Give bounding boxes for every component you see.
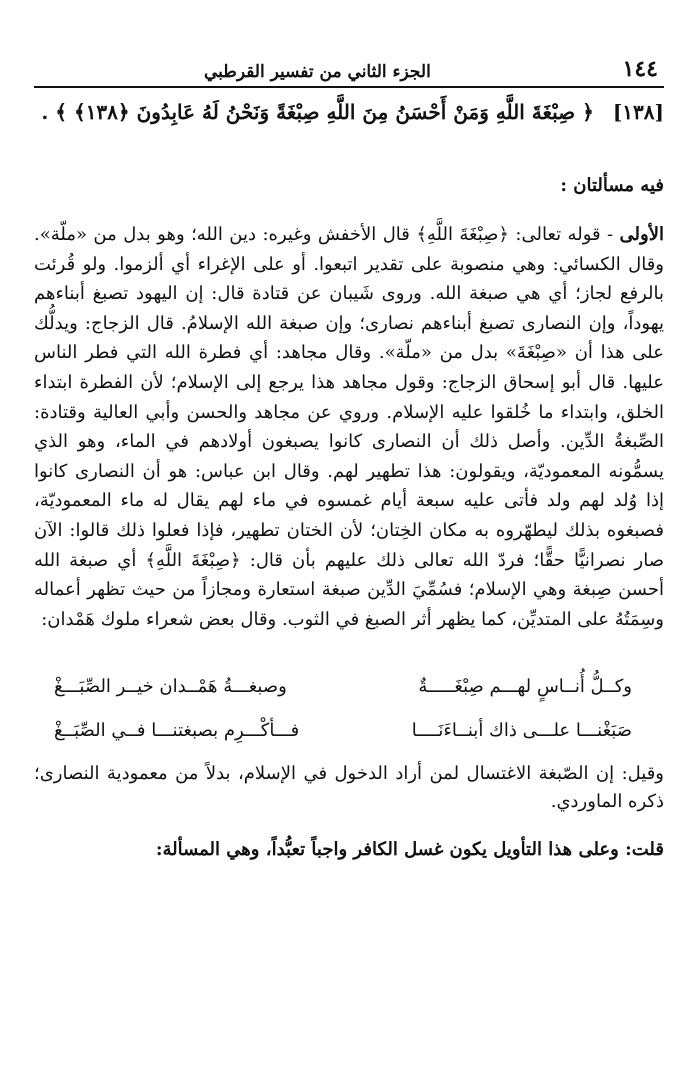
first-hemistich: صَبَغْنـــا علـــى ذاك أبنــاءَنَــــا (411, 719, 632, 741)
verse-number: [١٣٨] (612, 100, 664, 124)
paragraph-lead: الأولى (619, 224, 664, 245)
second-hemistich: وصبغـــةُ هَمْــدان خيــر الصِّبَـــغْ (54, 675, 287, 697)
mawardi-note: وقيل: إن الصّبغة الاغتسال لمن أراد الدخول في الإسلام، بدلاً من معمودية النصارى؛ ذكره الماوردي. (34, 763, 664, 813)
page-header (34, 52, 664, 88)
poem-verse (34, 708, 664, 752)
poem (34, 664, 664, 752)
second-hemistich: فـــأكْـــرِم بصبغتنـــا فــي الصِّبَــغْ (54, 719, 300, 741)
first-hemistich: وكــلُّ أُنــاسٍ لهـــم صِبْغَـــــةٌ (418, 675, 632, 697)
poem-verse (34, 664, 664, 708)
book-page (34, 52, 664, 864)
paragraph-text: - قوله تعالى: ﴿صِبْغَةَ اللَّهِ﴾ قال الأخفش وغيره: دين الله؛ وهو بدل من «ملّة». وقال الكسائي: وهي منصوبة على تقدير اتبعوا. أو على الإغراء أي ألزموا. ولو قُرئت بالرفع لجاز؛ أي هي صبغة الله. وروى شَيبان عن قتادة قال: إن اليهود تصبغ أبناءهم يهوداً، وإن النصارى تصبغ أبناءهم نصارى؛ وإن صبغة الله الإسلامُ. قال الزجاج: ويدلُّك على هذا أن «صِبْغَةَ» بدل من «ملّة». وقال مجاهد: أي فطرة الله التي فطر الناس عليها. قال أبو إسحاق الزجاج: وقول مجاهد هذا يرجع إلى الإسلام؛ لأن الفطرة ابتداء الخلق، وابتداء ما خُلقوا عليه الإسلام. وروي عن مجاهد والحسن وأبي العالية وقتادة: الصِّبغةُ الدِّين. وأصل ذلك أن النصارى كانوا يصبغون أولادهم في الماء، وهو الذي يسمُّونه المعموديّة، ويقولون: هذا تطهير لهم. وقال ابن عباس: هو أن النصارى كانوا إذا وُلد لهم ولد فأتى عليه سبعة أيام غمسوه في ماء لهم يقال له ماء المعموديّة، فصبغوه بذلك ليطهّروه به مكان الخِتان؛ لأن الختان تطهير، فإذا فعلوا ذلك قالوا: الآن صار نصرانيًّا حقًّا؛ فردّ الله تعالى ذلك عليهم بأن قال: ﴿صِبْغَةَ اللَّهِ﴾ أي صبغة الله أحسن صِبغة وهي الإسلام؛ فسُمِّيَ الدِّين صبغة استعارة ومجازاً من حيث تظهر أعماله وسِمَتُهُ على المتديِّن، كما يظهر أثر الصبغ في الثوب. وقال بعض شعراء ملوك هَمْدان: (34, 224, 664, 630)
commentary-paragraph (34, 220, 664, 634)
page-number: ١٤٤ (622, 56, 658, 82)
verse-text: ﴿ صِبْغَةَ اللَّهِ وَمَنْ أَحْسَنُ مِنَ اللَّهِ صِبْغَةً وَنَحْنُ لَهُ عَابِدُونَ ﴿١٣٨﴾ ﴾ . (41, 100, 594, 124)
running-title: الجزء الثاني من تفسير القرطبي (204, 62, 431, 82)
closing-line: قلت: وعلى هذا التأويل يكون غسل الكافر واجباً تعبُّداً، وهي المسألة: (155, 839, 664, 861)
section-title: فيه مسألتان : (560, 175, 664, 196)
quran-verse (34, 94, 664, 130)
